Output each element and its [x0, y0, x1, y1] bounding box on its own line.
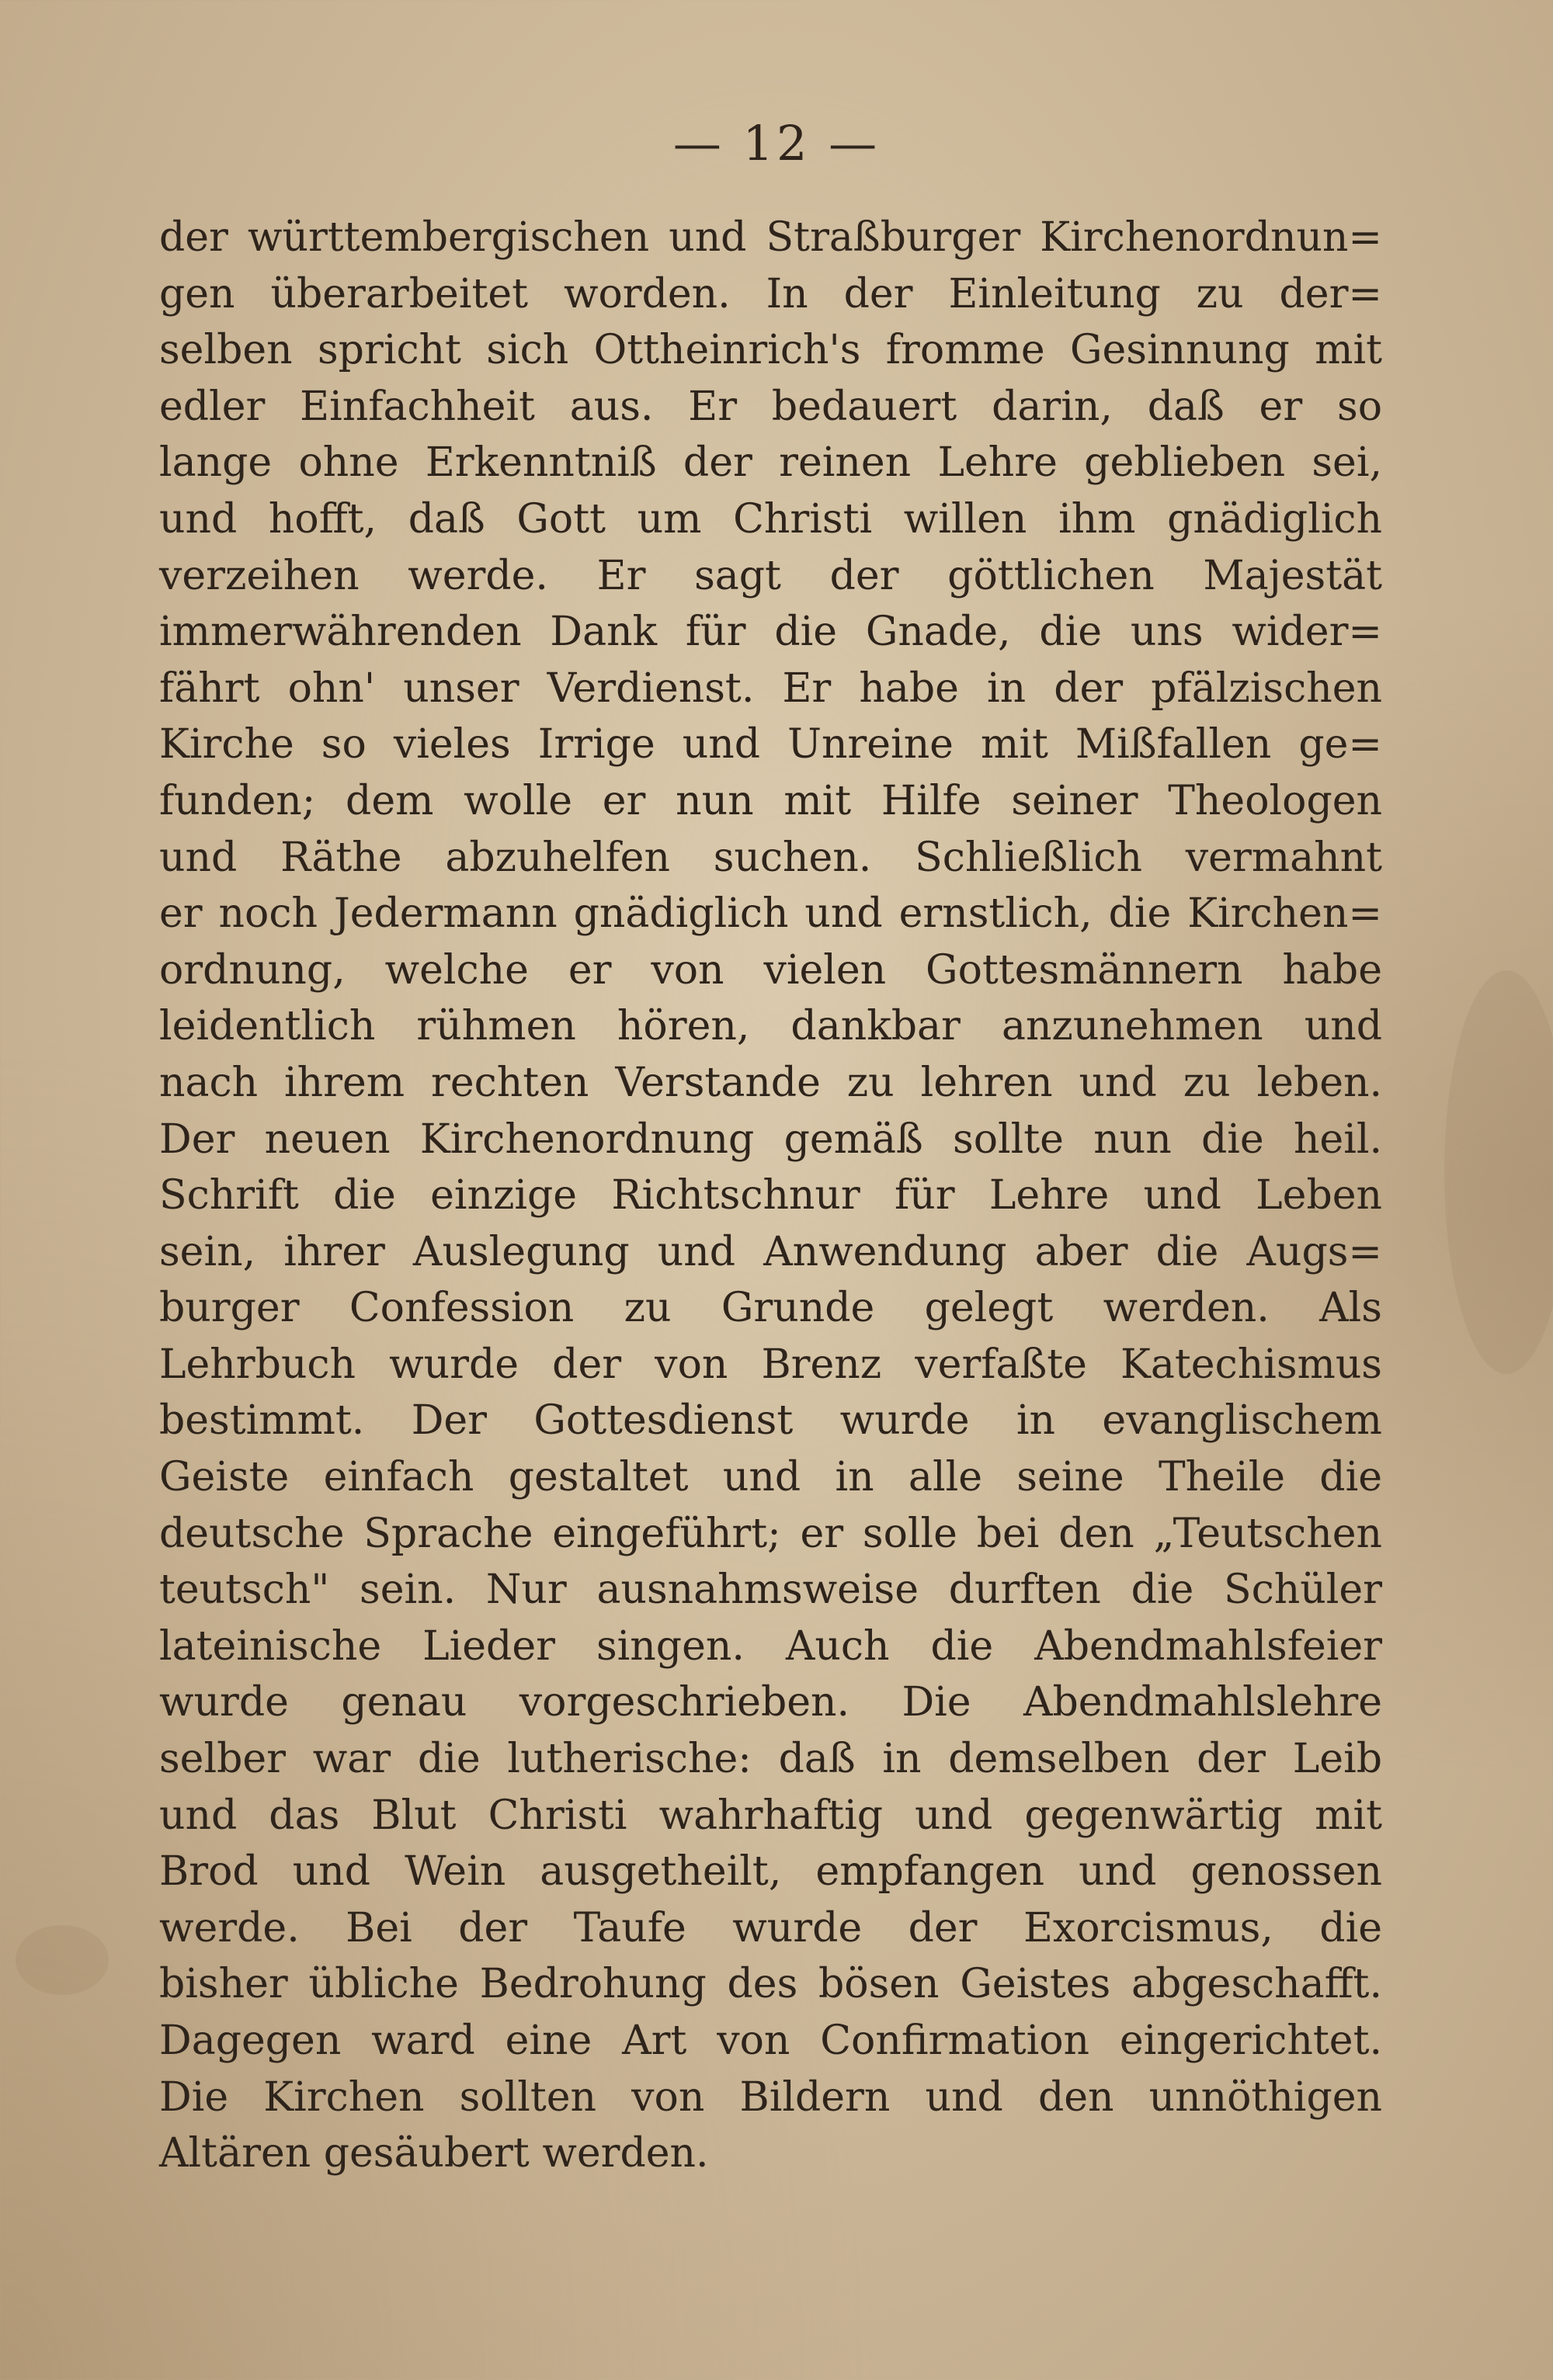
text-line: Lehrbuch wurde der von Brenz verfaßte Katechismus — [159, 1341, 1382, 1388]
text-line: deutsche Sprache eingeführt; er solle bei den „Teutschen — [159, 1510, 1382, 1557]
text-line: er noch Jedermann gnädiglich und ernstlich, die Kirchen= — [159, 890, 1382, 938]
text-line: wurde genau vorgeschrieben. Die Abendmahlslehre — [159, 1679, 1382, 1726]
page-body-text — [159, 210, 1382, 2182]
text-line: funden; dem wolle er nun mit Hilfe seiner Theologen — [159, 777, 1382, 824]
text-line: immerwährenden Dank für die Gnade, die uns wider= — [159, 609, 1382, 656]
text-line: lateinische Lieder singen. Auch die Abendmahlsfeier — [159, 1622, 1382, 1670]
text-line: sein, ihrer Auslegung und Anwendung aber die Augs= — [159, 1228, 1382, 1275]
text-line: gen überarbeitet worden. In der Einleitung zu der= — [159, 270, 1382, 317]
text-line: Schrift die einzige Richtschnur für Lehre und Leben — [159, 1172, 1382, 1219]
text-line: Die Kirchen sollten von Bildern und den unnöthigen — [159, 2073, 1382, 2121]
text-line: verzeihen werde. Er sagt der göttlichen Majestät — [159, 552, 1382, 599]
text-line: edler Einfachheit aus. Er bedauert darin, daß er so — [159, 383, 1382, 430]
text-line: selber war die lutherische: daß in demselben der Leib — [159, 1736, 1382, 1783]
text-line: und das Blut Christi wahrhaftig und gegenwärtig mit — [159, 1792, 1382, 1839]
text-line: Kirche so vieles Irrige und Unreine mit Mißfallen ge= — [159, 721, 1382, 768]
text-line: bestimmt. Der Gottesdienst wurde in evanglischem — [159, 1397, 1382, 1445]
page-number: — 12 — — [672, 115, 881, 172]
text-line: und Räthe abzuhelfen suchen. Schließlich vermahnt — [159, 834, 1382, 881]
text-line: Geiste einfach gestaltet und in alle seine Theile die — [159, 1454, 1382, 1501]
text-line: ordnung, welche er von vielen Gottesmännern habe — [159, 946, 1382, 994]
text-line: Dagegen ward eine Art von Confirmation eingerichtet. — [159, 2017, 1382, 2064]
text-line: burger Confession zu Grunde gelegt werden. Als — [159, 1285, 1382, 1332]
text-line: selben spricht sich Ottheinrich's fromme Gesinnung mit — [159, 327, 1382, 374]
text-line: Altären gesäubert werden. — [159, 2130, 709, 2177]
text-line: Der neuen Kirchenordnung gemäß sollte nun die heil. — [159, 1115, 1382, 1163]
text-line: bisher übliche Bedrohung des bösen Geistes abgeschafft. — [159, 1961, 1382, 2008]
text-line: teutsch" sein. Nur ausnahmsweise durften die Schüler — [159, 1566, 1382, 1614]
text-line: der württembergischen und Straßburger Kirchenordnun= — [159, 214, 1382, 261]
paper-stain — [16, 1925, 109, 1995]
text-line: fährt ohn' unser Verdienst. Er habe in der pfälzischen — [159, 664, 1382, 712]
text-line: werde. Bei der Taufe wurde der Exorcismus, die — [159, 1904, 1382, 1952]
text-line: und hofft, daß Gott um Christi willen ihm gnädiglich — [159, 495, 1382, 543]
paper-stain — [1444, 970, 1553, 1374]
text-line: leidentlich rühmen hören, dankbar anzunehmen und — [159, 1003, 1382, 1050]
text-line: lange ohne Erkenntniß der reinen Lehre geblieben sei, — [159, 439, 1382, 487]
text-line: nach ihrem rechten Verstande zu lehren und zu leben. — [159, 1059, 1382, 1106]
text-line: Brod und Wein ausgetheilt, empfangen und genossen — [159, 1848, 1382, 1896]
